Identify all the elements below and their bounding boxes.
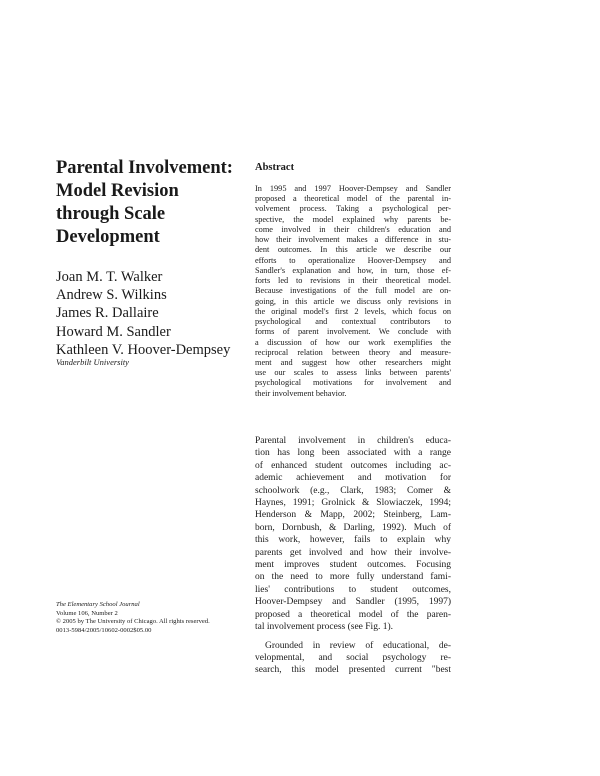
- journal-name: The Elementary School Journal: [56, 601, 140, 608]
- title-line: through Scale: [56, 204, 166, 224]
- journal-copyright: © 2005 by The University of Chicago. All rights reserved.: [56, 618, 210, 626]
- body-line: schoolwork (e.g., Clark, 1983; Comer &: [255, 485, 451, 496]
- body-line: Henderson & Mapp, 2002; Steinberg, Lam-: [255, 510, 451, 521]
- abstract-line: reciprocal relation between theory and measure-: [255, 347, 451, 357]
- body-line: tal involvement process (see Fig. 1).: [255, 622, 393, 633]
- author-name: James R. Dallaire: [56, 305, 159, 322]
- author-name: Andrew S. Wilkins: [56, 287, 167, 304]
- abstract-line: a discussion of how our work exemplifies the: [255, 337, 451, 347]
- abstract-line: In 1995 and 1997 Hoover-Dempsey and Sandler: [255, 184, 451, 193]
- body-line: of enhanced student outcomes including ac-: [255, 460, 451, 471]
- author-name: Joan M. T. Walker: [56, 269, 163, 285]
- abstract-line: come involved in their children's education and: [255, 224, 451, 234]
- abstract-line: how their involvement makes a difference in stu-: [255, 235, 451, 245]
- abstract-line: ment and suggest how other researchers might: [255, 357, 451, 367]
- abstract-line: their involvement behavior.: [255, 388, 347, 398]
- body-line: velopmental, and social psychology re-: [255, 652, 451, 663]
- body-line: on the need to more fully understand fami-: [255, 572, 451, 583]
- body-line: born, Dornbush, & Darling, 1992). Much of: [255, 522, 451, 533]
- author-list: [56, 268, 256, 359]
- journal-volume: Volume 106, Number 2: [56, 609, 118, 617]
- title-line: Model Revision: [56, 181, 179, 201]
- body-line: Parental involvement in children's educa-: [255, 436, 451, 446]
- journal-code: 0013-5984/2005/10602-0002$05.00: [56, 626, 152, 634]
- body-line: parents get involved and how their involve-: [255, 547, 451, 558]
- body-line: ademic achievement and motivation for: [255, 473, 451, 484]
- abstract-line: forts led to revisions in their theoretical model.: [255, 276, 451, 286]
- abstract-line: efforts to operationalize Hoover-Dempsey and: [255, 255, 451, 265]
- abstract-line: use our scales to assess links between parents': [255, 368, 451, 378]
- abstract-line: spective, the model explained why parents be-: [255, 214, 451, 224]
- abstract-text: [255, 184, 451, 399]
- affiliation: Vanderbilt University: [56, 357, 129, 367]
- abstract-line: volvement process. Taking a psychological per-: [255, 204, 451, 214]
- journal-info: [56, 601, 210, 635]
- body-text: [255, 435, 451, 677]
- title-line: Development: [56, 227, 160, 247]
- abstract-line: the original model's first 2 levels, which focus on: [255, 306, 451, 316]
- abstract-line: going, in this article we discuss only revisions in: [255, 296, 451, 306]
- body-line: tion has long been associated with a range: [255, 448, 451, 459]
- abstract-line: psychological and contextual contributors to: [255, 317, 451, 327]
- article-title: [56, 157, 256, 249]
- body-line: Haynes, 1991; Grolnick & Slowiaczek, 1994;: [255, 498, 451, 509]
- abstract-heading: Abstract: [255, 162, 295, 173]
- abstract-line: Sandler's explanation and how, in turn, those ef-: [255, 265, 451, 275]
- body-line: Grounded in review of educational, de-: [265, 640, 451, 651]
- body-line: this work, however, fails to explain why: [255, 535, 451, 546]
- author-name: Kathleen V. Hoover-Dempsey: [56, 341, 231, 358]
- title-line: Parental Involvement:: [56, 158, 233, 178]
- body-line: ment improves student outcomes. Focusing: [255, 560, 451, 571]
- abstract-line: dent outcomes. In this article we describe our: [255, 245, 451, 255]
- abstract-line: forms of parent involvement. We conclude with: [255, 327, 451, 337]
- body-line: Hoover-Dempsey and Sandler (1995, 1997): [255, 597, 451, 608]
- body-line: search, this model presented current "best: [255, 665, 451, 676]
- body-line: lies' contributions to student outcomes,: [255, 584, 451, 595]
- body-line: proposed a theoretical model of the paren-: [255, 609, 451, 620]
- abstract-line: Because investigations of the full model are on-: [255, 286, 451, 296]
- author-name: Howard M. Sandler: [56, 323, 171, 340]
- abstract-line: psychological motivations for involvement and: [255, 378, 451, 388]
- abstract-line: proposed a theoretical model of the parental in-: [255, 194, 451, 204]
